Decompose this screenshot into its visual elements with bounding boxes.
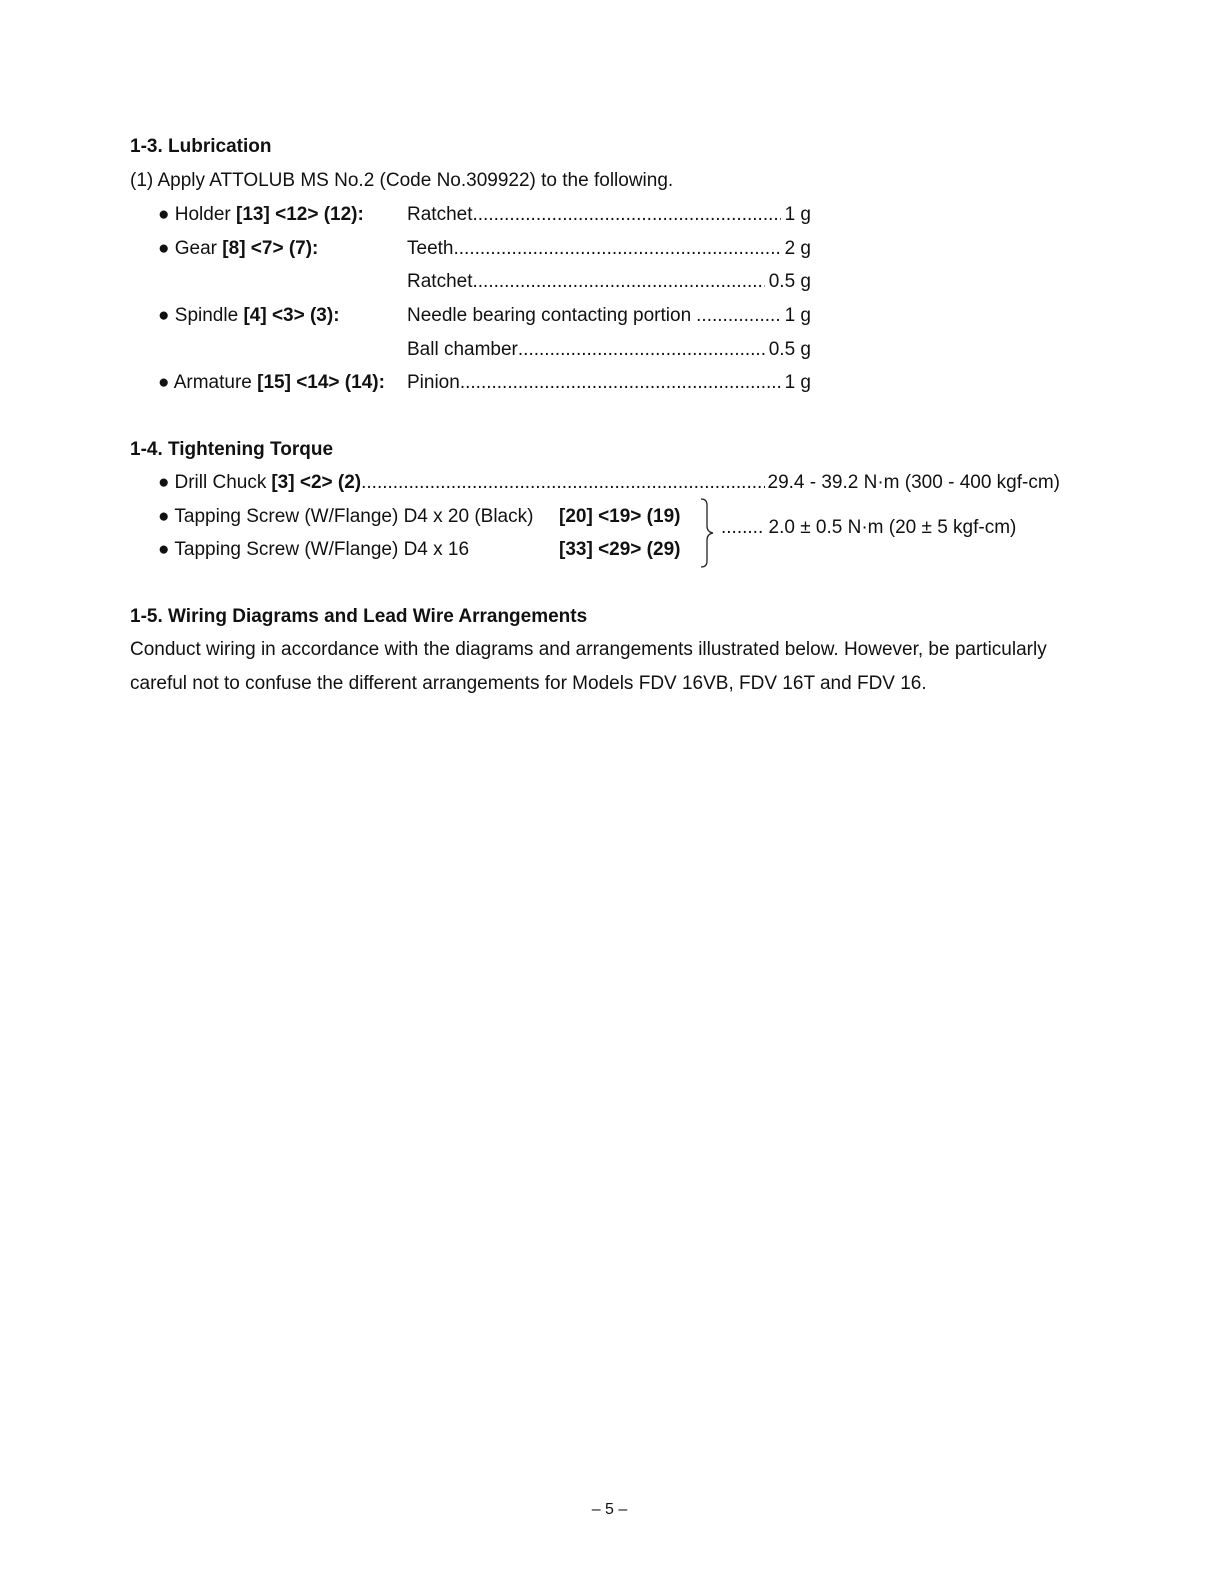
item-ref: [33] <29> (29) bbox=[559, 539, 681, 560]
dot-leader: ........ bbox=[721, 517, 764, 538]
section-title-lubrication: 1-3. Lubrication bbox=[130, 136, 272, 157]
torque-chuck-row bbox=[158, 473, 1060, 492]
page-number: – 5 – bbox=[591, 1501, 628, 1518]
part-amount: 0.5 g bbox=[768, 339, 811, 360]
section-title-torque: 1-4. Tightening Torque bbox=[130, 439, 334, 460]
dot-leader bbox=[453, 239, 780, 258]
part-name: Ball chamber bbox=[407, 339, 518, 360]
item-name: Gear bbox=[174, 238, 218, 259]
lube-item-gear bbox=[158, 239, 318, 258]
item-ref: [4] <3> (3): bbox=[243, 305, 340, 326]
part-amount: 1 g bbox=[784, 372, 811, 393]
item-name: Tapping Screw (W/Flange) D4 x 20 (Black) bbox=[174, 506, 534, 527]
bullet: ● bbox=[158, 539, 170, 560]
lube-part-row bbox=[407, 205, 811, 224]
part-name: Ratchet bbox=[407, 271, 473, 292]
item-ref: [3] <2> (2) bbox=[271, 472, 362, 493]
item-ref: [13] <12> (12): bbox=[236, 204, 364, 225]
item-ref: [20] <19> (19) bbox=[559, 506, 681, 527]
bullet: ● bbox=[158, 305, 170, 326]
part-amount: 2 g bbox=[784, 238, 811, 259]
lube-item-spindle bbox=[158, 306, 340, 325]
lube-part-row bbox=[407, 373, 811, 392]
dot-leader bbox=[472, 272, 764, 291]
lube-part-row bbox=[407, 306, 811, 325]
bullet: ● bbox=[158, 472, 170, 493]
wiring-paragraph-line: careful not to confuse the different arrangements for Models FDV 16VB, FDV 16T and FDV 16. bbox=[130, 673, 927, 694]
dot-leader bbox=[361, 473, 764, 492]
dot-leader bbox=[518, 340, 765, 359]
right-brace-icon bbox=[698, 498, 716, 568]
torque-value: 2.0 ± 0.5 N·m (20 ± 5 kgf-cm) bbox=[768, 517, 1017, 538]
dot-leader bbox=[460, 373, 781, 392]
lubrication-intro: (1) Apply ATTOLUB MS No.2 (Code No.309922) to the following. bbox=[130, 170, 674, 191]
lube-part-row bbox=[407, 272, 811, 291]
part-name: Needle bearing contacting portion bbox=[407, 305, 692, 326]
part-name: Ratchet bbox=[407, 204, 473, 225]
bullet: ● bbox=[158, 204, 170, 225]
part-amount: 1 g bbox=[784, 204, 811, 225]
bullet: ● bbox=[158, 506, 170, 527]
item-ref: [15] <14> (14): bbox=[257, 372, 385, 393]
item-name: Drill Chuck bbox=[174, 472, 267, 493]
torque-screw-row bbox=[158, 540, 469, 559]
lube-item-holder bbox=[158, 205, 364, 224]
item-name: Holder bbox=[174, 204, 231, 225]
lube-part-row bbox=[407, 340, 811, 359]
item-ref: [8] <7> (7): bbox=[222, 238, 319, 259]
part-name: Pinion bbox=[407, 372, 460, 393]
wiring-paragraph-line: Conduct wiring in accordance with the diagrams and arrangements illustrated below. However, be particularly bbox=[130, 639, 1047, 660]
part-amount: 0.5 g bbox=[768, 271, 811, 292]
torque-screw-row bbox=[158, 507, 533, 526]
bullet: ● bbox=[158, 372, 170, 393]
dot-leader bbox=[696, 306, 780, 325]
part-amount: 1 g bbox=[784, 305, 811, 326]
item-name: Armature bbox=[173, 372, 252, 393]
lube-item-armature bbox=[158, 373, 385, 392]
part-name: Teeth bbox=[407, 238, 454, 259]
screw-torque-value bbox=[721, 518, 1016, 537]
item-name: Tapping Screw (W/Flange) D4 x 16 bbox=[174, 539, 470, 560]
item-name: Spindle bbox=[174, 305, 239, 326]
section-title-wiring: 1-5. Wiring Diagrams and Lead Wire Arrangements bbox=[130, 606, 588, 627]
torque-value: 29.4 - 39.2 N·m (300 - 400 kgf-cm) bbox=[767, 472, 1060, 493]
dot-leader bbox=[472, 205, 780, 224]
bullet: ● bbox=[158, 238, 170, 259]
lube-part-row bbox=[407, 239, 811, 258]
